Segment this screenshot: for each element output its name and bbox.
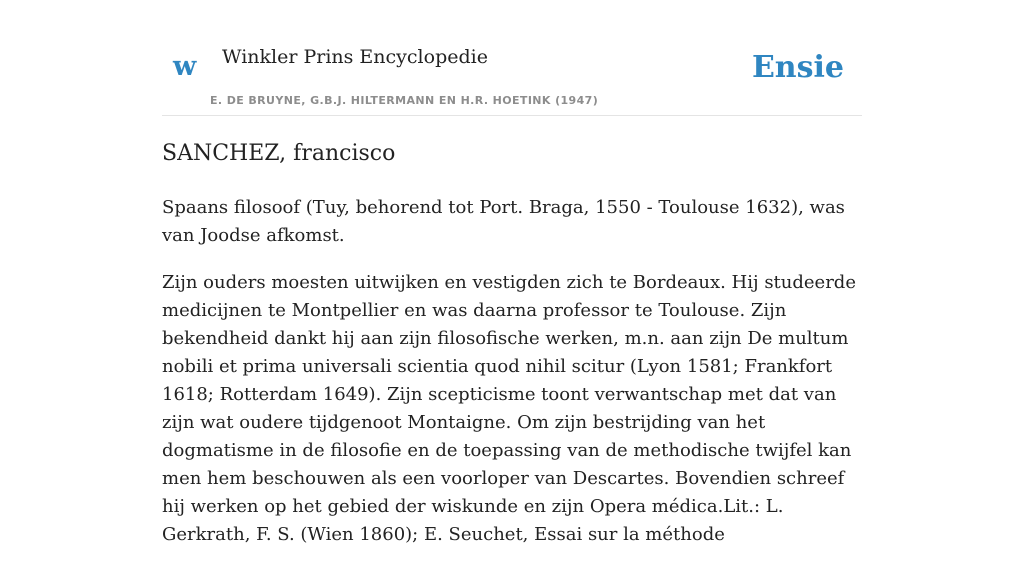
header — [162, 40, 862, 116]
ensie-logo-link[interactable]: Ensie — [751, 50, 844, 85]
encyclopedia-title-link[interactable]: Winkler Prins Encyclopedie — [222, 46, 488, 68]
article — [162, 138, 862, 568]
article-paragraph: Zijn ouders moesten uitwijken en vestigden zich te Bordeaux. Hij studeerde medicijnen te Montpellier en was daarna professor te Toulouse. Zijn bekendheid dankt hij aan zijn filosofische werken, m.n. aan zijn De multum nobili et prima universali scientia quod nihil scitur (Lyon 1581; Frankfort 1618; Rotterdam 1649). Zijn scepticisme toont verwantschap met dat van zijn wat oudere tijdgenoot Montaigne. Om zijn bestrijding van het dogmatisme in de filosofie en de toepassing van de methodische twijfel kan men hem beschouwen als een voorloper van Descartes. Bovendien schreef hij werken op het gebied der wiskunde en zijn Opera médica.Lit.: L. Gerkrath, F. S. (Wien 1860); E. Seuchet, Essai sur la méthode — [162, 272, 856, 545]
article-paragraph: Spaans filosoof (Tuy, behorend tot Port. Braga, 1550 - Toulouse 1632), was van Joodse afkomst. — [162, 197, 845, 246]
encyclopedia-authors: E. DE BRUYNE, G.B.J. HILTERMANN EN H.R. HOETINK (1947) — [210, 94, 599, 107]
encyclopedia-logo-link[interactable]: w — [173, 51, 197, 82]
article-title: SANCHEZ, francisco — [162, 141, 396, 166]
